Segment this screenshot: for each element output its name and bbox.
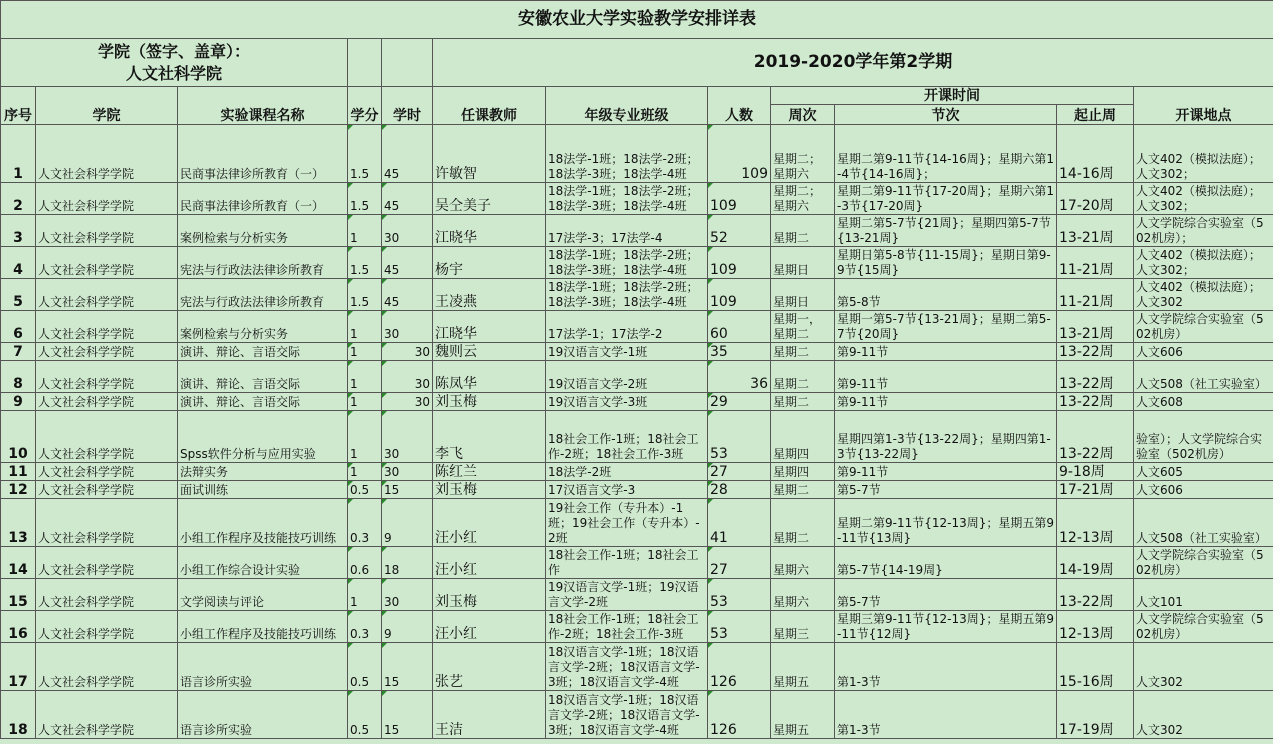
cell-count: 60	[708, 311, 771, 343]
cell-week: 星期日	[771, 279, 835, 311]
cell-credit: 1	[348, 463, 382, 481]
cell-teacher: 刘玉梅	[433, 481, 546, 499]
cell-college: 人文社会科学学院	[36, 311, 178, 343]
cell-classes: 17法学-1；17法学-2	[546, 311, 708, 343]
cell-college: 人文社会科学学院	[36, 643, 178, 691]
cell-teacher: 陈红兰	[433, 463, 546, 481]
cell-place: 验室）；人文学院综合实验室（502机房）	[1134, 411, 1273, 463]
cell-week: 星期二	[771, 361, 835, 393]
cell-hours: 45	[382, 125, 433, 183]
cell-course: 演讲、辩论、言语交际	[178, 393, 348, 411]
cell-credit: 1	[348, 579, 382, 611]
table-row	[1, 547, 1273, 579]
cell-period: 14-16周	[1057, 125, 1134, 183]
cell-week: 星期五	[771, 643, 835, 691]
cell-course: 面试训练	[178, 481, 348, 499]
cell-classes: 17汉语言文学-3	[546, 481, 708, 499]
cell-teacher: 江晓华	[433, 215, 546, 247]
header-section: 节次	[835, 105, 1057, 125]
cell-college: 人文社会科学学院	[36, 125, 178, 183]
cell-count: 109	[708, 183, 771, 215]
table-row	[1, 361, 1273, 393]
cell-college: 人文社会科学学院	[36, 183, 178, 215]
cell-period: 17-21周	[1057, 481, 1134, 499]
header-count: 人数	[708, 87, 771, 125]
cell-credit: 0.6	[348, 547, 382, 579]
cell-classes: 18法学-1班；18法学-2班；18法学-3班；18法学-4班	[546, 125, 708, 183]
cell-section: 星期四第1-3节{13-22周}；星期四第1-3节{13-22周}	[835, 411, 1057, 463]
cell-credit: 0.5	[348, 691, 382, 739]
cell-classes: 18法学-1班；18法学-2班；18法学-3班；18法学-4班	[546, 279, 708, 311]
cell-classes: 18社会工作-1班；18社会工作	[546, 547, 708, 579]
cell-section: 星期二第9-11节{17-20周}；星期六第1-3节{17-20周}	[835, 183, 1057, 215]
cell-count: 52	[708, 215, 771, 247]
cell-classes: 18法学-1班；18法学-2班；18法学-3班；18法学-4班	[546, 183, 708, 215]
cell-classes: 18汉语言文学-1班；18汉语言文学-2班；18汉语言文学-3班；18汉语言文学-4班	[546, 643, 708, 691]
cell-place: 人文学院综合实验室（502机房）	[1134, 611, 1273, 643]
cell-college: 人文社会科学学院	[36, 343, 178, 361]
cell-credit: 1.5	[348, 247, 382, 279]
cell-period: 12-13周	[1057, 499, 1134, 547]
cell-period: 13-22周	[1057, 361, 1134, 393]
cell-course: 宪法与行政法法律诊所教育	[178, 247, 348, 279]
cell-week: 星期二；星期六	[771, 183, 835, 215]
cell-seq: 4	[1, 247, 36, 279]
cell-count: 35	[708, 343, 771, 361]
cell-credit: 0.5	[348, 481, 382, 499]
cell-period: 11-21周	[1057, 247, 1134, 279]
cell-course: 文学阅读与评论	[178, 579, 348, 611]
cell-seq: 2	[1, 183, 36, 215]
header-classes: 年级专业班级	[546, 87, 708, 125]
cell-college: 人文社会科学学院	[36, 499, 178, 547]
cell-college: 人文社会科学学院	[36, 215, 178, 247]
cell-week: 星期二	[771, 393, 835, 411]
cell-section: 第5-7节	[835, 579, 1057, 611]
cell-place: 人文508（社工实验室）	[1134, 499, 1273, 547]
cell-count: 27	[708, 463, 771, 481]
cell-credit: 0.3	[348, 611, 382, 643]
cell-college: 人文社会科学学院	[36, 411, 178, 463]
cell-count: 28	[708, 481, 771, 499]
cell-section: 星期二第5-7节{21周}；星期四第5-7节{13-21周}	[835, 215, 1057, 247]
cell-place: 人文608	[1134, 393, 1273, 411]
cell-teacher: 魏则云	[433, 343, 546, 361]
cell-classes: 18法学-2班	[546, 463, 708, 481]
cell-teacher: 杨宇	[433, 247, 546, 279]
header-course: 实验课程名称	[178, 87, 348, 125]
cell-section: 第5-8节	[835, 279, 1057, 311]
table-row	[1, 463, 1273, 481]
cell-place: 人文508（社工实验室）	[1134, 361, 1273, 393]
cell-count: 27	[708, 547, 771, 579]
cell-section: 第5-7节	[835, 481, 1057, 499]
table-row	[1, 183, 1273, 215]
cell-credit: 1	[348, 361, 382, 393]
cell-section: 第9-11节	[835, 361, 1057, 393]
cell-credit: 1	[348, 393, 382, 411]
cell-seq: 18	[1, 691, 36, 739]
cell-course: 小组工作综合设计实验	[178, 547, 348, 579]
cell-section: 星期二第9-11节{14-16周}；星期六第1-4节{14-16周}；	[835, 125, 1057, 183]
table-row	[1, 411, 1273, 463]
cell-teacher: 许敏智	[433, 125, 546, 183]
cell-course: 案例检索与分析实务	[178, 311, 348, 343]
cell-classes: 17法学-3；17法学-4	[546, 215, 708, 247]
header-seq: 序号	[1, 87, 36, 125]
cell-period: 13-21周	[1057, 311, 1134, 343]
cell-course: 演讲、辩论、言语交际	[178, 343, 348, 361]
cell-section: 星期日第5-8节{11-15周}；星期日第9-9节{15周}	[835, 247, 1057, 279]
cell-course: 案例检索与分析实务	[178, 215, 348, 247]
cell-place: 人文101	[1134, 579, 1273, 611]
header-teacher: 任课教师	[433, 87, 546, 125]
cell-place: 人文302	[1134, 643, 1273, 691]
cell-seq: 12	[1, 481, 36, 499]
cell-period: 13-22周	[1057, 411, 1134, 463]
cell-week: 星期六	[771, 579, 835, 611]
table-row	[1, 579, 1273, 611]
cell-week: 星期一，星期二	[771, 311, 835, 343]
cell-college: 人文社会科学学院	[36, 279, 178, 311]
college-name: 人文社科学院	[125, 63, 222, 83]
cell-course: 民商事法律诊所教育（一）	[178, 125, 348, 183]
cell-period: 14-19周	[1057, 547, 1134, 579]
cell-classes: 18法学-1班；18法学-2班；18法学-3班；18法学-4班	[546, 247, 708, 279]
cell-week: 星期二	[771, 215, 835, 247]
cell-seq: 6	[1, 311, 36, 343]
cell-week: 星期三	[771, 611, 835, 643]
cell-place: 人文学院综合实验室（502机房）；	[1134, 215, 1273, 247]
cell-seq: 14	[1, 547, 36, 579]
cell-college: 人文社会科学学院	[36, 611, 178, 643]
cell-seq: 9	[1, 393, 36, 411]
cell-teacher: 王凌燕	[433, 279, 546, 311]
cell-period: 11-21周	[1057, 279, 1134, 311]
cell-hours: 15	[382, 643, 433, 691]
cell-count: 53	[708, 611, 771, 643]
cell-section: 第1-3节	[835, 643, 1057, 691]
cell-course: 民商事法律诊所教育（一）	[178, 183, 348, 215]
cell-section: 星期一第5-7节{13-21周}；星期二第5-7节{20周}	[835, 311, 1057, 343]
table-row	[1, 611, 1273, 643]
cell-seq: 1	[1, 125, 36, 183]
cell-credit: 1	[348, 343, 382, 361]
cell-hours: 45	[382, 279, 433, 311]
cell-course: 小组工作程序及技能技巧训练	[178, 499, 348, 547]
cell-teacher: 刘玉梅	[433, 579, 546, 611]
table-row	[1, 311, 1273, 343]
cell-period: 13-22周	[1057, 579, 1134, 611]
header-period: 起止周	[1057, 105, 1134, 125]
cell-course: 演讲、辩论、言语交际	[178, 361, 348, 393]
cell-place: 人文605	[1134, 463, 1273, 481]
cell-hours: 30	[382, 463, 433, 481]
cell-hours: 30	[382, 411, 433, 463]
cell-credit: 1	[348, 411, 382, 463]
cell-teacher: 汪小红	[433, 611, 546, 643]
blank-cell	[348, 39, 382, 87]
table-row	[1, 643, 1273, 691]
cell-course: Spss软件分析与应用实验	[178, 411, 348, 463]
cell-hours: 9	[382, 499, 433, 547]
cell-count: 109	[708, 125, 771, 183]
cell-seq: 8	[1, 361, 36, 393]
cell-course: 语言诊所实验	[178, 691, 348, 739]
cell-week: 星期二	[771, 343, 835, 361]
cell-classes: 19汉语言文学-1班；19汉语言文学-2班	[546, 579, 708, 611]
cell-course: 法辩实务	[178, 463, 348, 481]
cell-classes: 18社会工作-1班；18社会工作-2班；18社会工作-3班	[546, 611, 708, 643]
cell-place: 人文402（模拟法庭）；人文302；	[1134, 247, 1273, 279]
cell-classes: 19社会工作（专升本）-1班；19社会工作（专升本）-2班	[546, 499, 708, 547]
cell-hours: 30	[382, 343, 433, 361]
cell-credit: 1	[348, 311, 382, 343]
cell-seq: 15	[1, 579, 36, 611]
cell-college: 人文社会科学学院	[36, 361, 178, 393]
table-row	[1, 481, 1273, 499]
cell-seq: 11	[1, 463, 36, 481]
cell-credit: 1.5	[348, 125, 382, 183]
cell-week: 星期二	[771, 499, 835, 547]
cell-college: 人文社会科学学院	[36, 579, 178, 611]
cell-place: 人文402（模拟法庭）；人文302；	[1134, 125, 1273, 183]
cell-week: 星期四	[771, 411, 835, 463]
cell-count: 29	[708, 393, 771, 411]
cell-credit: 1.5	[348, 183, 382, 215]
cell-classes: 18社会工作-1班；18社会工作-2班；18社会工作-3班	[546, 411, 708, 463]
college-label: 学院（签字、盖章）：	[97, 41, 250, 61]
cell-seq: 7	[1, 343, 36, 361]
cell-count: 109	[708, 247, 771, 279]
cell-teacher: 汪小红	[433, 547, 546, 579]
cell-credit: 1	[348, 215, 382, 247]
cell-college: 人文社会科学学院	[36, 481, 178, 499]
cell-seq: 17	[1, 643, 36, 691]
cell-teacher: 王洁	[433, 691, 546, 739]
cell-course: 小组工作程序及技能技巧训练	[178, 611, 348, 643]
cell-period: 17-20周	[1057, 183, 1134, 215]
cell-week: 星期二；星期六	[771, 125, 835, 183]
cell-section: 星期三第9-11节{12-13周}；星期五第9-11节{12周}	[835, 611, 1057, 643]
cell-week: 星期五	[771, 691, 835, 739]
cell-hours: 45	[382, 183, 433, 215]
cell-hours: 18	[382, 547, 433, 579]
cell-classes: 19汉语言文学-3班	[546, 393, 708, 411]
cell-section: 第9-11节	[835, 343, 1057, 361]
cell-place: 人文学院综合实验室（502机房）	[1134, 547, 1273, 579]
table-row	[1, 279, 1273, 311]
cell-count: 126	[708, 691, 771, 739]
table-row	[1, 247, 1273, 279]
cell-hours: 30	[382, 393, 433, 411]
cell-period: 9-18周	[1057, 463, 1134, 481]
cell-count: 126	[708, 643, 771, 691]
cell-period: 13-22周	[1057, 343, 1134, 361]
cell-seq: 16	[1, 611, 36, 643]
cell-seq: 10	[1, 411, 36, 463]
cell-hours: 30	[382, 215, 433, 247]
cell-hours: 30	[382, 311, 433, 343]
cell-classes: 19汉语言文学-2班	[546, 361, 708, 393]
cell-teacher: 刘玉梅	[433, 393, 546, 411]
cell-college: 人文社会科学学院	[36, 393, 178, 411]
cell-teacher: 江晓华	[433, 311, 546, 343]
cell-teacher: 张艺	[433, 643, 546, 691]
cell-count: 41	[708, 499, 771, 547]
header-time: 开课时间	[771, 87, 1134, 105]
cell-classes: 18汉语言文学-1班；18汉语言文学-2班；18汉语言文学-3班；18汉语言文学-4班	[546, 691, 708, 739]
table-title: 安徽农业大学实验教学安排详表	[1, 1, 1273, 39]
cell-seq: 5	[1, 279, 36, 311]
cell-week: 星期二	[771, 481, 835, 499]
cell-count: 36	[708, 361, 771, 393]
cell-credit: 0.5	[348, 643, 382, 691]
cell-period: 13-21周	[1057, 215, 1134, 247]
cell-count: 53	[708, 579, 771, 611]
cell-college: 人文社会科学学院	[36, 691, 178, 739]
table-row	[1, 691, 1273, 739]
cell-course: 语言诊所实验	[178, 643, 348, 691]
cell-period: 13-22周	[1057, 393, 1134, 411]
cell-section: 第5-7节{14-19周}	[835, 547, 1057, 579]
cell-section: 第9-11节	[835, 463, 1057, 481]
table-row	[1, 343, 1273, 361]
header-place: 开课地点	[1134, 87, 1273, 125]
cell-week: 星期日	[771, 247, 835, 279]
cell-place: 人文402（模拟法庭）；人文302	[1134, 279, 1273, 311]
cell-course: 宪法与行政法法律诊所教育	[178, 279, 348, 311]
header-week: 周次	[771, 105, 835, 125]
blank-cell	[382, 39, 433, 87]
cell-place: 人文学院综合实验室（502机房）	[1134, 311, 1273, 343]
cell-count: 109	[708, 279, 771, 311]
cell-hours: 30	[382, 361, 433, 393]
cell-hours: 9	[382, 611, 433, 643]
cell-hours: 45	[382, 247, 433, 279]
cell-hours: 15	[382, 691, 433, 739]
cell-credit: 0.3	[348, 499, 382, 547]
cell-hours: 15	[382, 481, 433, 499]
header-credit: 学分	[348, 87, 382, 125]
cell-college: 人文社会科学学院	[36, 547, 178, 579]
cell-teacher: 汪小红	[433, 499, 546, 547]
cell-place: 人文606	[1134, 343, 1273, 361]
cell-place: 人文302	[1134, 691, 1273, 739]
cell-period: 12-13周	[1057, 611, 1134, 643]
table-row	[1, 125, 1273, 183]
cell-teacher: 陈凤华	[433, 361, 546, 393]
cell-section: 第9-11节	[835, 393, 1057, 411]
cell-hours: 30	[382, 579, 433, 611]
header-hours: 学时	[382, 87, 433, 125]
cell-credit: 1.5	[348, 279, 382, 311]
semester-label: 2019-2020学年第2学期	[433, 39, 1273, 87]
cell-period: 17-19周	[1057, 691, 1134, 739]
cell-teacher: 李飞	[433, 411, 546, 463]
cell-week: 星期四	[771, 463, 835, 481]
cell-seq: 13	[1, 499, 36, 547]
cell-college: 人文社会科学学院	[36, 463, 178, 481]
table-row	[1, 215, 1273, 247]
table-row	[1, 499, 1273, 547]
cell-place: 人文402（模拟法庭）；人文302；	[1134, 183, 1273, 215]
cell-week: 星期六	[771, 547, 835, 579]
cell-classes: 19汉语言文学-1班	[546, 343, 708, 361]
cell-college: 人文社会科学学院	[36, 247, 178, 279]
cell-teacher: 吴仝美子	[433, 183, 546, 215]
cell-count: 53	[708, 411, 771, 463]
table-row	[1, 393, 1273, 411]
header-college: 学院	[36, 87, 178, 125]
college-signature-cell	[1, 39, 348, 87]
cell-section: 星期二第9-11节{12-13周}；星期五第9-11节{13周}	[835, 499, 1057, 547]
cell-period: 15-16周	[1057, 643, 1134, 691]
cell-section: 第1-3节	[835, 691, 1057, 739]
cell-place: 人文606	[1134, 481, 1273, 499]
cell-seq: 3	[1, 215, 36, 247]
